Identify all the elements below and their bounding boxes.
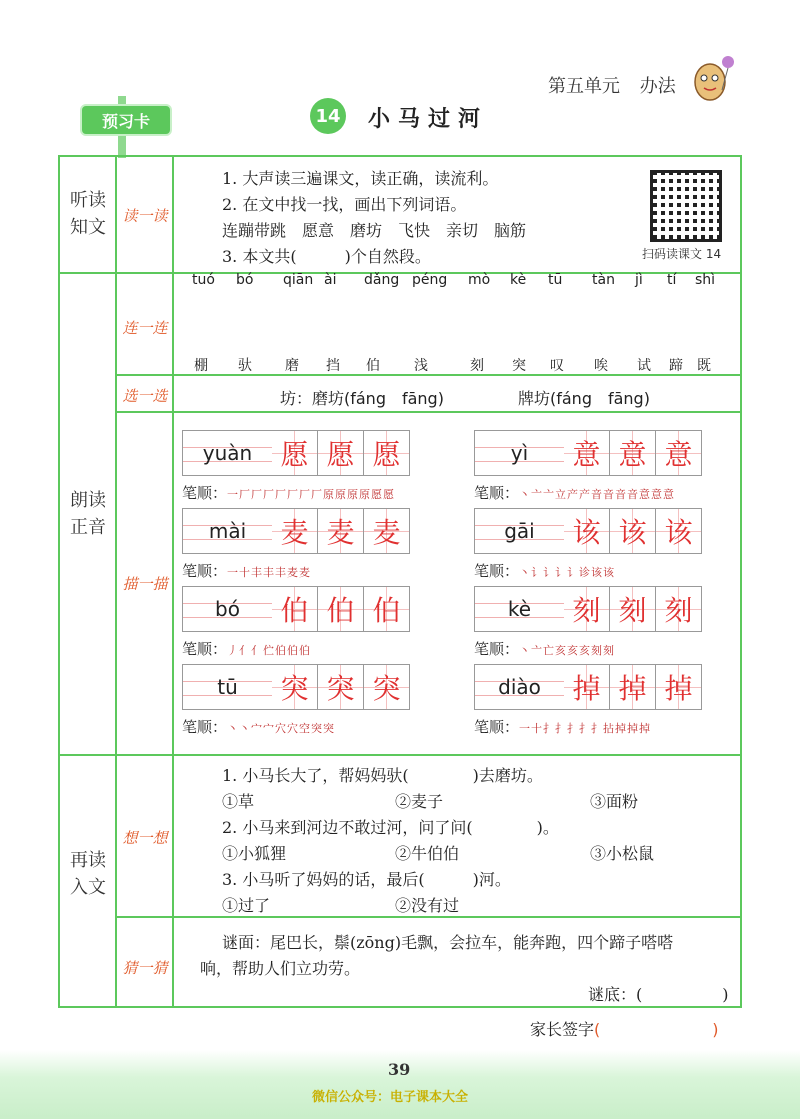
trace-char-box[interactable]: 麦 — [364, 508, 410, 554]
qr-code-icon[interactable] — [650, 170, 722, 242]
trace-char-box[interactable]: 愿 — [318, 430, 364, 476]
think-q2-opt1[interactable]: ①小狐狸 — [222, 844, 287, 863]
riddle-line2: 响，帮助人们立功劳。 — [200, 959, 361, 978]
activity-guess: 猜一猜 — [122, 959, 168, 977]
trace-char-box[interactable]: 愿 — [364, 430, 410, 476]
read-task-3[interactable]: 3. 本文共( )个自然段。 — [222, 247, 431, 266]
stroke-sequence: 丶亠亠立产产音音音音意意意 — [519, 488, 676, 501]
activity-think: 想一想 — [122, 829, 168, 847]
trace-char-box[interactable]: 该 — [656, 508, 702, 554]
trace-pinyin: yuàn — [182, 430, 272, 476]
trace-char-box[interactable]: 意 — [656, 430, 702, 476]
activity-trace: 描一描 — [122, 575, 168, 593]
link-pinyin-item[interactable]: tuó — [192, 272, 215, 288]
trace-cell — [182, 586, 410, 632]
link-pinyin-item[interactable]: mò — [468, 272, 491, 288]
stroke-label: 笔顺： — [474, 640, 520, 658]
link-hanzi-item[interactable]: 唉 — [594, 358, 608, 374]
link-pinyin-item[interactable]: qiān — [283, 272, 314, 288]
unit-label: 第五单元 — [548, 76, 620, 97]
stroke-sequence: 丶讠讠讠讠诊该该 — [519, 566, 616, 579]
stroke-order — [182, 716, 335, 737]
stroke-sequence: 丶亠亡亥亥亥刻刻 — [519, 644, 616, 657]
unit-title — [548, 72, 676, 98]
section-read-aloud: 朗读 正音 — [70, 490, 106, 538]
trace-char-box[interactable]: 刻 — [564, 586, 610, 632]
link-hanzi-item[interactable]: 试 — [637, 358, 651, 374]
think-q3-opt2[interactable]: ②没有过 — [395, 896, 460, 915]
link-pinyin-item[interactable]: shì — [695, 272, 716, 288]
trace-char-box[interactable]: 掉 — [564, 664, 610, 710]
trace-char-box[interactable]: 突 — [272, 664, 318, 710]
trace-char-box[interactable]: 刻 — [610, 586, 656, 632]
trace-cell — [182, 664, 410, 710]
trace-cell — [182, 508, 410, 554]
trace-cell — [474, 586, 702, 632]
think-q2-opt2[interactable]: ②牛伯伯 — [395, 844, 460, 863]
stroke-label: 笔顺： — [182, 562, 228, 580]
link-hanzi-item[interactable]: 磨 — [285, 358, 299, 374]
parent-sign-blank[interactable]: ( ) — [594, 1020, 719, 1039]
link-hanzi-item[interactable]: 既 — [697, 358, 711, 374]
riddle-line1: 谜面：尾巴长，鬃(zōng)毛飘，会拉车，能奔跑，四个蹄子嗒嗒 — [222, 933, 674, 952]
link-pinyin-item[interactable]: ài — [324, 272, 337, 288]
think-q1-opt1[interactable]: ①草 — [222, 792, 255, 811]
read-words: 连蹦带跳 愿意 磨坊 飞快 亲切 脑筋 — [222, 221, 527, 240]
think-q2: 2. 小马来到河边不敢过河，问了问( )。 — [222, 818, 559, 837]
section-listen: 听读 知文 — [70, 190, 106, 238]
trace-cell — [182, 430, 410, 476]
link-hanzi-item[interactable]: 叹 — [550, 358, 564, 374]
trace-char-box[interactable]: 突 — [364, 664, 410, 710]
trace-char-box[interactable]: 麦 — [272, 508, 318, 554]
stroke-order — [182, 638, 311, 659]
mascot-icon — [690, 50, 736, 106]
link-hanzi-item[interactable]: 蹄 — [669, 358, 683, 374]
trace-char-box[interactable]: 突 — [318, 664, 364, 710]
stroke-label: 笔顺： — [182, 718, 228, 736]
link-hanzi-item[interactable]: 挡 — [326, 358, 340, 374]
select-left[interactable]: 坊：磨坊(fáng fāng) — [280, 389, 444, 408]
trace-char-box[interactable]: 意 — [564, 430, 610, 476]
trace-char-box[interactable]: 伯 — [364, 586, 410, 632]
link-hanzi-item[interactable]: 突 — [512, 358, 526, 374]
parent-sign-label: 家长签字 — [530, 1020, 595, 1039]
read-task-1: 1. 大声读三遍课文，读正确，读流利。 — [222, 169, 499, 188]
link-pinyin-item[interactable]: tàn — [592, 272, 615, 288]
trace-char-box[interactable]: 愿 — [272, 430, 318, 476]
stroke-sequence: 一厂厂厂厂厂厂厂原原原原愿愿 — [227, 488, 396, 501]
link-hanzi-item[interactable]: 伯 — [366, 358, 380, 374]
link-hanzi-item[interactable]: 浅 — [414, 358, 428, 374]
trace-cell — [474, 430, 702, 476]
stroke-order — [474, 560, 615, 581]
link-pinyin-item[interactable]: bó — [236, 272, 254, 288]
think-q1-opt3[interactable]: ③面粉 — [590, 792, 639, 811]
stroke-order — [182, 482, 395, 503]
trace-pinyin: bó — [182, 586, 272, 632]
riddle-answer[interactable]: 谜底：( ) — [588, 985, 729, 1004]
stroke-order — [182, 560, 311, 581]
trace-pinyin: mài — [182, 508, 272, 554]
think-q3: 3. 小马听了妈妈的话，最后( )河。 — [222, 870, 511, 889]
link-hanzi-item[interactable]: 刻 — [470, 358, 484, 374]
stroke-label: 笔顺： — [182, 640, 228, 658]
select-right[interactable]: 牌坊(fáng fāng) — [518, 389, 650, 408]
lesson-number: 14 — [310, 98, 346, 134]
stroke-label: 笔顺： — [182, 484, 228, 502]
unit-topic: 办法 — [639, 76, 676, 97]
trace-pinyin: gāi — [474, 508, 564, 554]
stroke-sequence: 丶丶宀宀穴穴空突突 — [227, 722, 336, 735]
trace-char-box[interactable]: 该 — [610, 508, 656, 554]
link-pinyin-item[interactable]: dǎng — [364, 272, 400, 288]
think-q1-opt2[interactable]: ②麦子 — [395, 792, 444, 811]
stroke-label: 笔顺： — [474, 562, 520, 580]
stroke-sequence: 一十扌扌扌扌扌拈掉掉掉 — [519, 722, 652, 735]
stroke-order — [474, 482, 675, 503]
section-reread: 再读 入文 — [70, 850, 106, 898]
divider-row3 — [115, 411, 740, 413]
read-task-2: 2. 在文中找一找，画出下列词语。 — [222, 195, 467, 214]
stroke-order — [474, 638, 615, 659]
lesson-title: 小马过河 — [368, 106, 489, 132]
trace-pinyin: tū — [182, 664, 272, 710]
trace-char-box[interactable]: 意 — [610, 430, 656, 476]
trace-char-box[interactable]: 伯 — [272, 586, 318, 632]
link-pinyin-item[interactable]: jì — [635, 272, 643, 288]
trace-char-box[interactable]: 伯 — [318, 586, 364, 632]
trace-pinyin: yì — [474, 430, 564, 476]
stroke-label: 笔顺： — [474, 484, 520, 502]
qr-label: 扫码读课文 14 — [642, 247, 722, 261]
trace-char-box[interactable]: 掉 — [610, 664, 656, 710]
activity-read: 读一读 — [122, 207, 168, 225]
activity-link: 连一连 — [122, 319, 168, 337]
think-q3-opt1[interactable]: ①过了 — [222, 896, 271, 915]
trace-char-box[interactable]: 刻 — [656, 586, 702, 632]
wechat-label: 微信公众号：电子课本大全 — [312, 1090, 469, 1105]
trace-pinyin: kè — [474, 586, 564, 632]
stroke-order — [474, 716, 651, 737]
trace-cell — [474, 664, 702, 710]
stroke-sequence: 丿亻亻伫伯伯伯 — [227, 644, 312, 657]
link-hanzi-item[interactable]: 棚 — [194, 358, 208, 374]
trace-char-box[interactable]: 掉 — [656, 664, 702, 710]
stroke-sequence: 一十丰丰丰麦麦 — [227, 566, 312, 579]
link-pinyin-item[interactable]: kè — [510, 272, 527, 288]
link-pinyin-item[interactable]: tí — [667, 272, 677, 288]
think-q1: 1. 小马长大了，帮妈妈驮( )去磨坊。 — [222, 766, 543, 785]
trace-pinyin: diào — [474, 664, 564, 710]
parent-sign[interactable] — [530, 1017, 719, 1040]
link-pinyin-item[interactable]: péng — [412, 272, 448, 288]
trace-char-box[interactable]: 麦 — [318, 508, 364, 554]
trace-char-box[interactable]: 该 — [564, 508, 610, 554]
page-number: 39 — [388, 1060, 411, 1079]
link-pinyin-item[interactable]: tū — [548, 272, 563, 288]
preview-tag: 预习卡 — [80, 104, 172, 136]
link-hanzi-item[interactable]: 驮 — [238, 358, 252, 374]
think-q2-opt3[interactable]: ③小松鼠 — [590, 844, 655, 863]
trace-cell — [474, 508, 702, 554]
divider-row4 — [60, 754, 740, 756]
stroke-label: 笔顺： — [474, 718, 520, 736]
activity-select: 选一选 — [122, 387, 168, 405]
divider-row5 — [115, 916, 740, 918]
